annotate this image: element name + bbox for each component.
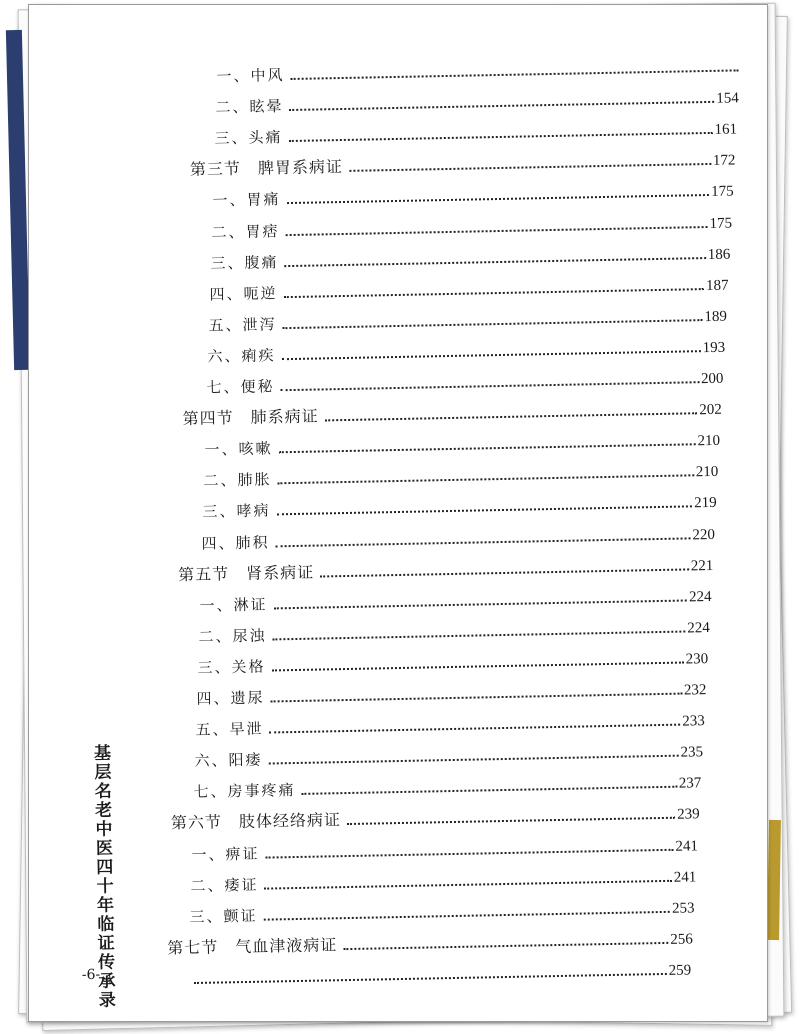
toc-item xyxy=(214,113,737,149)
toc-entry-label: 一、中风 xyxy=(216,66,285,86)
toc-entry-label: 二、眩晕 xyxy=(215,97,284,117)
toc-entry-label: 三、头痛 xyxy=(214,128,283,148)
toc-entry-label: 三、颤证 xyxy=(189,906,258,926)
toc-item xyxy=(194,735,703,771)
toc-dot-leader xyxy=(264,911,671,921)
toc-page-number: 175 xyxy=(711,183,734,201)
toc-page-number: 239 xyxy=(676,806,700,824)
toc-dot-leader xyxy=(349,163,711,172)
toc-section xyxy=(190,144,736,180)
toc-dot-leader xyxy=(287,194,710,204)
toc-dot-leader xyxy=(343,942,668,950)
toc-page-number: 235 xyxy=(680,744,704,761)
toc-item xyxy=(207,331,725,367)
toc-dot-leader xyxy=(272,661,684,671)
toc-page-number: 161 xyxy=(714,121,738,139)
toc-page-number: 221 xyxy=(690,557,714,574)
toc-page-number: 219 xyxy=(694,495,717,512)
toc-item xyxy=(211,206,732,242)
toc-page-number: 210 xyxy=(695,464,719,481)
toc-item xyxy=(204,424,720,460)
toc-item xyxy=(196,673,706,709)
toc-page-number: 193 xyxy=(702,339,726,357)
toc-dot-leader xyxy=(266,848,674,858)
toc-page-number: 224 xyxy=(688,588,712,606)
toc-item xyxy=(201,517,715,553)
toc-page-number: 186 xyxy=(707,246,731,263)
toc-page-number: 233 xyxy=(682,713,705,730)
toc-entry-label: 二、肺胀 xyxy=(203,470,272,491)
toc-entry-label: 六、痢疾 xyxy=(207,346,276,366)
toc-page-number: 189 xyxy=(704,308,728,325)
toc-entry-label: 二、尿浊 xyxy=(198,626,267,646)
toc-item xyxy=(189,891,694,927)
toc-entry-label: 三、哮病 xyxy=(202,501,271,522)
toc-page-number: 237 xyxy=(678,775,702,792)
toc-dot-leader xyxy=(194,973,667,984)
toc-item xyxy=(202,486,717,522)
page-number: -6- xyxy=(81,966,101,984)
toc-entry-label: 四、遗尿 xyxy=(196,688,265,708)
toc-item xyxy=(206,362,723,398)
toc-page-number: 220 xyxy=(692,526,716,543)
toc-dot-leader xyxy=(265,879,672,889)
toc-entry-label: 六、阳痿 xyxy=(194,750,263,771)
toc-item xyxy=(216,50,740,86)
toc-page xyxy=(28,4,768,1022)
toc-entry-label: 四、肺积 xyxy=(201,532,270,553)
toc-page-number: 241 xyxy=(675,837,699,855)
toc-dot-leader xyxy=(285,257,706,267)
toc-entry-label: 三、腹痛 xyxy=(210,252,279,273)
toc-entry-label: 一、咳嗽 xyxy=(204,439,273,459)
toc-page-number: 210 xyxy=(697,432,721,450)
book-title: 基层名老中医四十年临证传承录 xyxy=(93,743,116,1011)
toc-dot-leader xyxy=(270,724,681,734)
toc-page-number: 259 xyxy=(668,962,692,979)
toc-item xyxy=(193,767,701,803)
toc-dot-leader xyxy=(302,786,677,795)
toc-item xyxy=(187,953,691,989)
toc-item xyxy=(198,611,710,647)
toc-dot-leader xyxy=(282,350,701,360)
toc-item xyxy=(199,580,711,616)
toc-entry-label: 二、胃痞 xyxy=(211,221,280,242)
toc-page-number: 253 xyxy=(671,900,695,917)
toc-dot-leader xyxy=(281,381,699,391)
toc-dot-leader xyxy=(289,132,713,142)
toc-entry-label: 第五节 肾系病证 xyxy=(177,562,315,584)
toc-section xyxy=(171,798,700,834)
toc-entry-label: 一、痹证 xyxy=(191,844,260,864)
toc-entry-label: 第四节 肺系病证 xyxy=(182,406,319,429)
toc-item xyxy=(208,299,727,335)
toc-item xyxy=(210,237,730,273)
toc-dot-leader xyxy=(347,817,675,825)
toc-entry-label: 五、早泄 xyxy=(195,719,264,740)
toc-item xyxy=(203,455,718,491)
toc-page-number: 200 xyxy=(700,370,724,388)
toc-entry-label: 第七节 气血津液病证 xyxy=(167,935,338,958)
toc-dot-leader xyxy=(276,537,691,547)
toc-dot-leader xyxy=(273,630,686,640)
toc-item xyxy=(215,81,739,117)
toc-dot-leader xyxy=(271,693,682,703)
toc-page-number: 256 xyxy=(670,931,693,948)
toc-entry-label: 第三节 脾胃系病证 xyxy=(189,157,344,180)
toc-entry-label: 七、便秘 xyxy=(206,377,275,397)
toc-page-number: 172 xyxy=(712,152,736,170)
toc-entry-label: 一、胃痛 xyxy=(212,190,281,210)
toc-dot-leader xyxy=(325,412,698,421)
toc-item xyxy=(195,704,705,740)
toc-entry-label: 一、淋证 xyxy=(199,595,268,615)
toc-page-number: 202 xyxy=(699,401,722,419)
toc-dot-leader xyxy=(279,443,696,453)
toc-entry-label: 四、呃逆 xyxy=(209,283,278,304)
toc-content xyxy=(19,0,776,1028)
toc-dot-leader xyxy=(286,226,708,236)
toc-entry-label: 七、房事疼痛 xyxy=(193,781,296,802)
toc-dot-leader xyxy=(290,101,715,111)
toc-page-number: 224 xyxy=(687,619,710,637)
toc-section xyxy=(178,549,714,585)
toc-dot-leader xyxy=(320,568,689,577)
toc-item xyxy=(191,829,698,865)
toc-entry-label: 第六节 肢体经络病证 xyxy=(170,810,342,833)
toc-entry-label: 三、关格 xyxy=(197,657,266,677)
toc-section xyxy=(167,922,693,958)
toc-dot-leader xyxy=(278,475,694,485)
toc-dot-leader xyxy=(274,599,688,609)
toc-page-number: 230 xyxy=(685,650,709,668)
toc-section xyxy=(182,393,722,429)
toc-page-number: 187 xyxy=(705,277,729,294)
toc-item xyxy=(212,175,734,211)
toc-page-number: 241 xyxy=(673,868,697,886)
toc-item xyxy=(197,642,708,678)
toc-dot-leader xyxy=(291,69,739,80)
toc-dot-leader xyxy=(283,319,703,329)
toc-entry-label: 二、痿证 xyxy=(190,875,259,895)
toc-page-number: 154 xyxy=(716,90,739,107)
toc-page-number: 232 xyxy=(683,682,707,699)
toc-dot-leader xyxy=(277,506,693,516)
toc-item xyxy=(190,860,696,896)
toc-page-number: 175 xyxy=(709,215,733,232)
toc-entry-label: 五、泄泻 xyxy=(208,315,277,335)
toc-item xyxy=(209,268,728,304)
toc-dot-leader xyxy=(269,755,679,765)
toc-dot-leader xyxy=(284,288,705,298)
